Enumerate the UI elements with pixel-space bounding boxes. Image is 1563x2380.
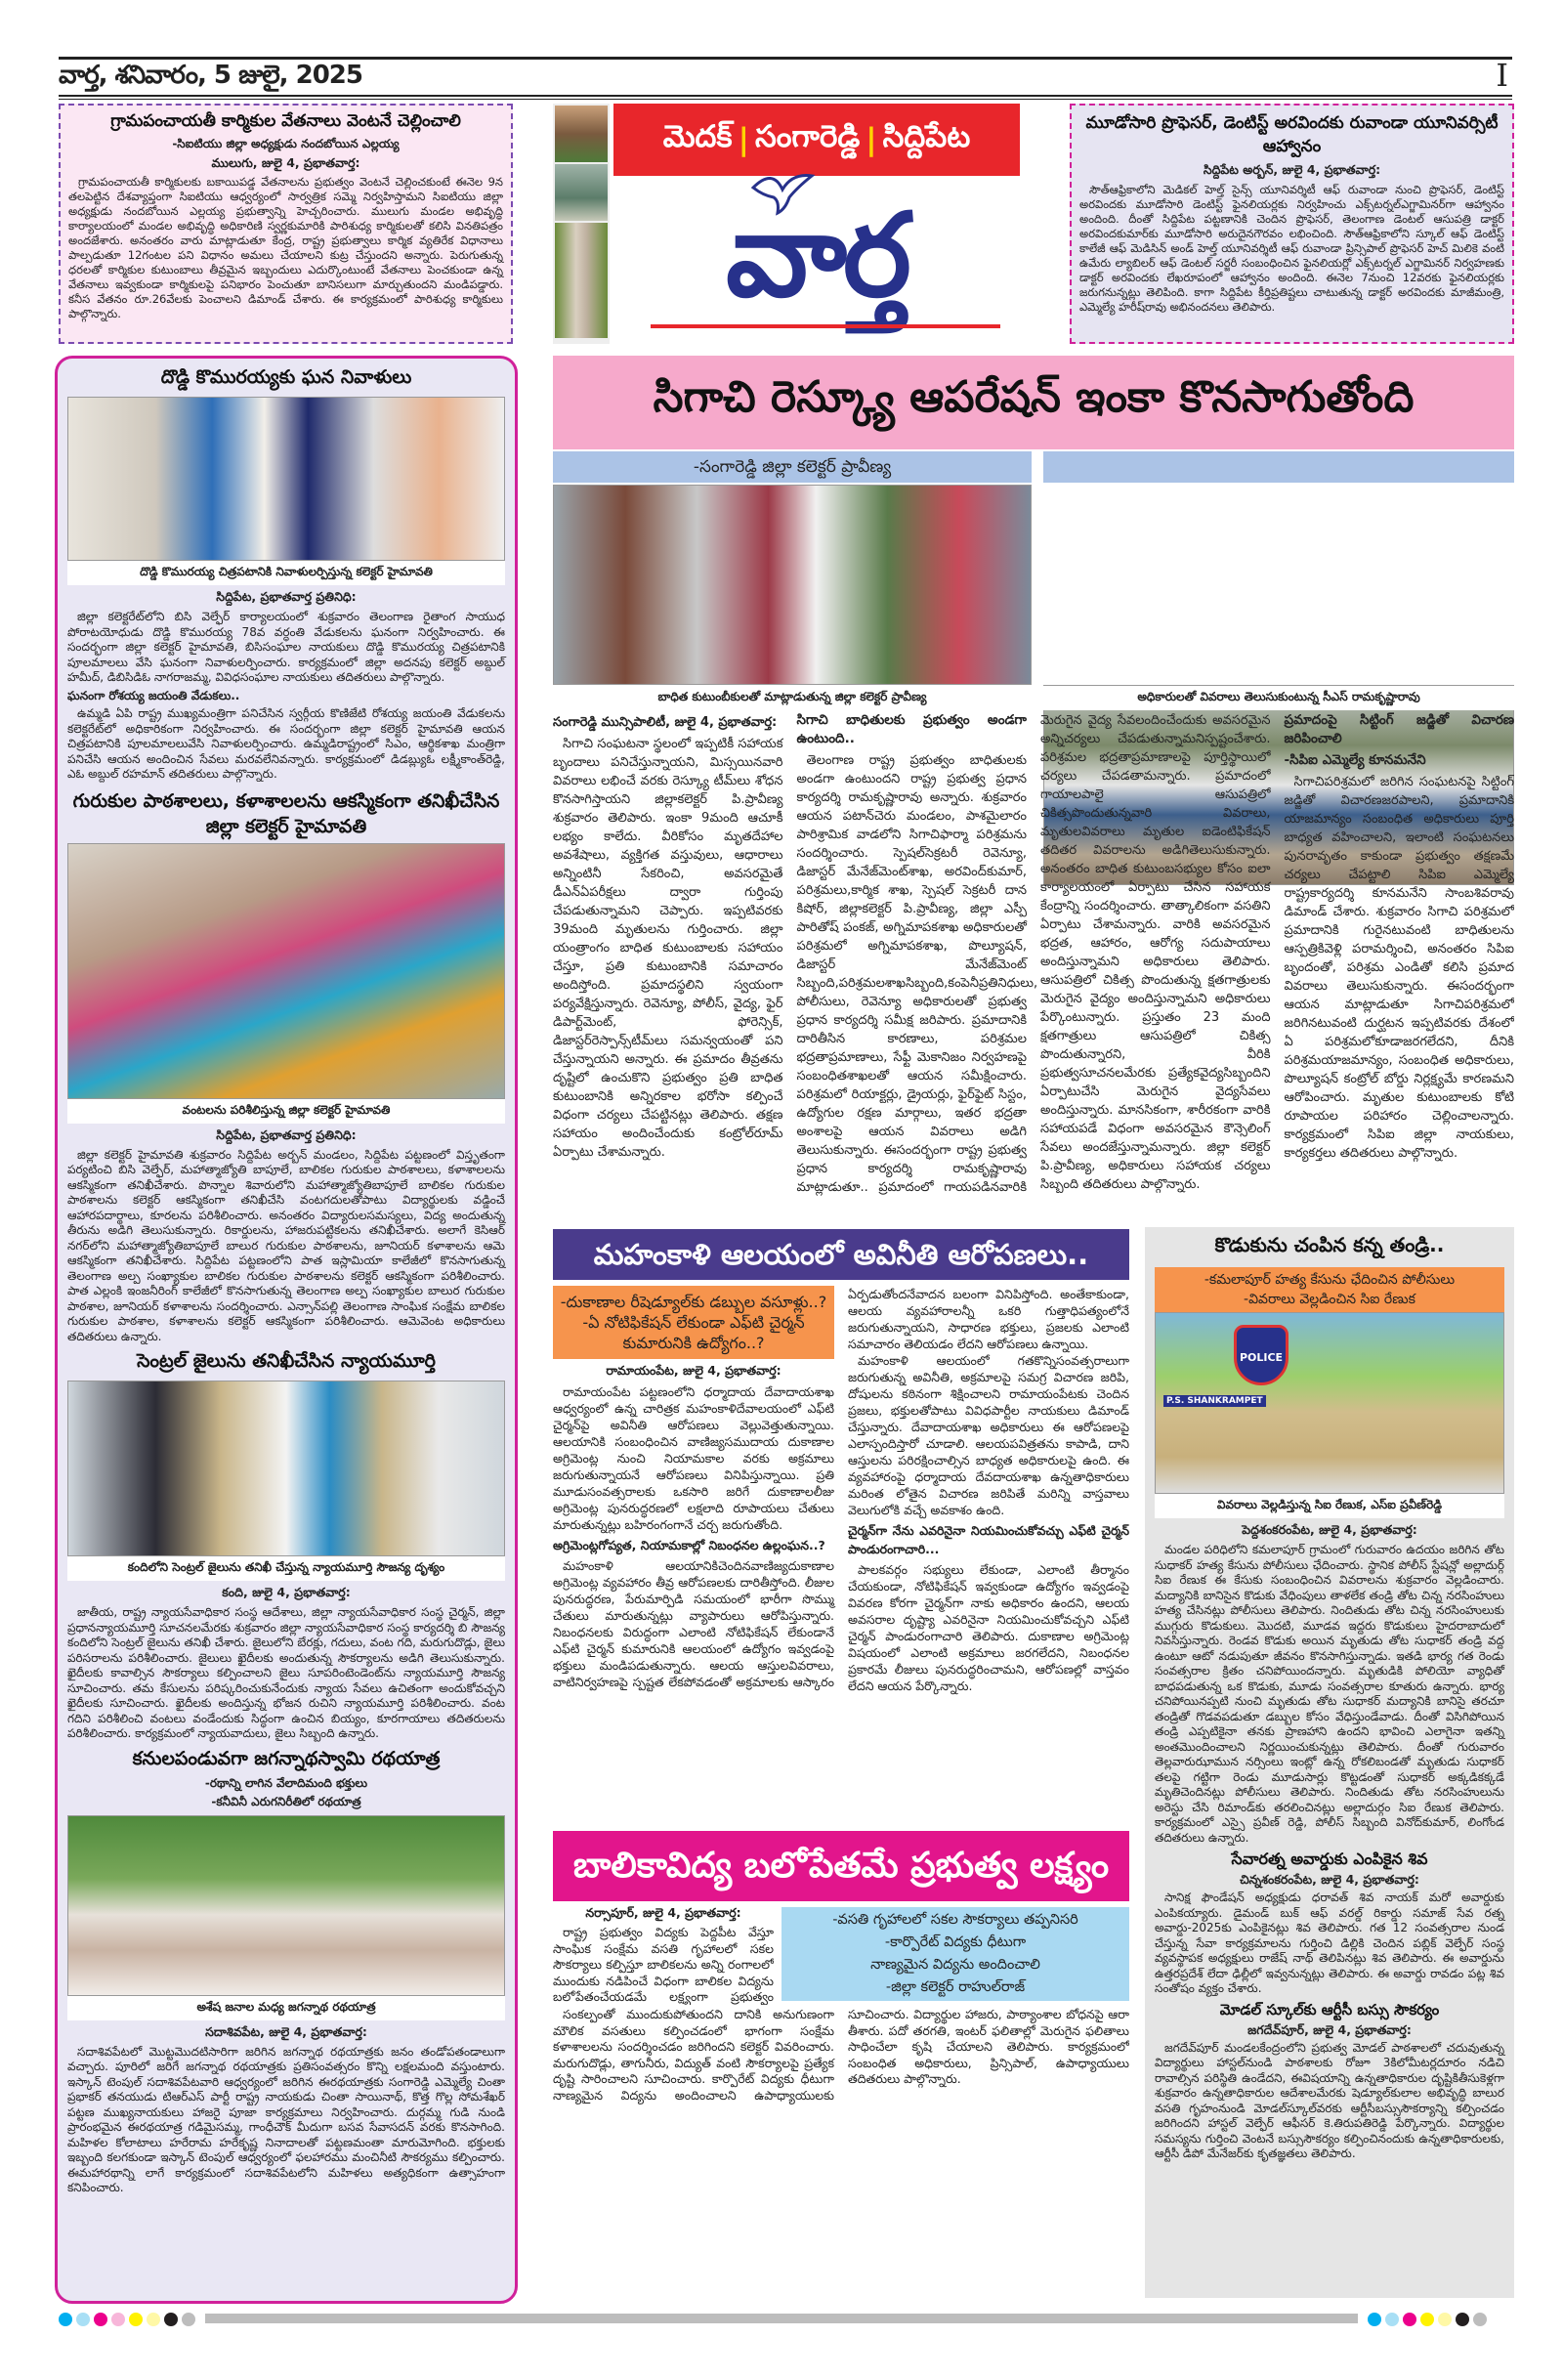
balika-body-intro xyxy=(553,1925,774,2005)
article-doddi-komuraiah xyxy=(67,366,505,783)
photo-tribute xyxy=(67,397,505,561)
reg-dot xyxy=(59,2313,72,2326)
fountain-photo xyxy=(555,164,608,221)
reg-dot xyxy=(1420,2313,1434,2326)
reg-dot xyxy=(94,2313,107,2326)
photo-caption: దొడ్డి కొమురయ్య చిత్రపటానికి నివాళులర్పిస్తున్న కలెక్టర్ హైమావతి xyxy=(67,561,505,585)
article-body-2: సంకల్పంతో ముందుకుపోతుందని దానికి అనుగుణంగా మౌలిక వసతులు కల్పించడంలో భాగంగా సంక్షేమ కళాశాలలను సందర్శించడం జరిగిందని కలెక్టర్ వివరించారు. మరుగుదొడ్లు, తాగునీరు, విద్యుత్ వంటి సౌకర్యాలపై ప్రత్యేక దృష్టి సారించాలని సూచించారు. కార్పొరేట్ విద్యకు ధీటుగా నాణ్యమైన విద్యను అందించాలని ఉపాధ్యాయులకు సూచించారు. విద్యార్థుల హాజరు, పాఠ్యాంశాల బోధనపై ఆరా తీశారు. పదో తరగతి, ఇంటర్ ఫలితాల్లో మెరుగైన ఫలితాలు సాధించేలా కృషి చేయాలని తెలిపారు. కార్యక్రమంలో సంబంధిత అధికారులు, ప్రిన్సిపాల్, ఉపాధ్యాయులు తదితరులు పాల్గొన్నారు. xyxy=(553,2007,1129,2103)
reg-dot xyxy=(1473,2313,1487,2326)
reg-dot xyxy=(147,2313,160,2326)
subheadline-2: -వివరాలు వెల్లడించిన సిఐ రేణుక xyxy=(1244,1292,1415,1307)
headline: గురుకుల పాఠశాలలు, కళాశాలలను ఆకస్మికంగా తనిఖీచేసిన జిల్లా కలెక్టర్ హైమావతి xyxy=(72,789,500,837)
headline: దొడ్డి కొమురయ్యకు ఘన నివాళులు xyxy=(160,366,412,388)
dateline: సిద్దిపేట అర్బన్, జులై 4, ప్రభాతవార్త: xyxy=(1203,162,1381,177)
mahankali-subheadlines xyxy=(553,1286,834,1359)
right-column-crime-news xyxy=(1145,1227,1514,2298)
edition-date: వార్త, శనివారం, 5 జులై, 2025 xyxy=(59,61,362,90)
header-rule xyxy=(59,95,1512,97)
article-central-jail xyxy=(67,1350,505,1742)
balika-article-body xyxy=(553,2007,1129,2296)
station-sign: P.S. SHANKRAMPET xyxy=(1163,1395,1266,1407)
article-body: రాష్ట్ర ప్రభుత్వం విద్యకు పెద్దపీట వేస్తూ సాంఘిక సంక్షేమ వసతి గృహాలలో సకల సౌకర్యాలు కల్పిస్తూ బాలికలను అన్ని రంగాలలో ముందుకు నడిపించే విధంగా బాలికల విద్యను బలోపేతంచేయడమే లక్ష్యంగా ప్రభుత్వం xyxy=(553,1925,774,2004)
subheadline-1: -కమలాపూర్ హత్య కేసును ఛేదించిన పోలీసులు xyxy=(1204,1272,1456,1288)
article-rathayatra xyxy=(67,1748,505,2196)
reg-dot xyxy=(1368,2313,1381,2326)
photo-caption: అశేష జనాల మధ్య జగన్నాథ రథయాత్ర xyxy=(67,1996,505,2020)
police-badge: POLICE xyxy=(1234,1325,1288,1385)
dateline: సిద్దిపేట, ప్రభాతవార్త ప్రతినిధి: xyxy=(216,1126,357,1142)
dateline-seva-ratna: చిన్నశంకరంపేట, జులై 4, ప్రభాతవార్త: xyxy=(1240,1872,1419,1887)
color-registration-right xyxy=(1368,2312,1491,2330)
subheadline-1: -వసతి గృహాలలో సకల సౌకర్యాలు తప్పనిసరి xyxy=(832,1912,1078,1928)
article-body-2: మహంకాళి ఆలయానికిచెందినవాణిజ్యదుకాణాల అగ్రిమెంట్ల వ్యవహారం తీవ్ర ఆరోపణలకు దారితీస్తోంది. లీజుల పునరుద్ధరణ, పేరుమార్పిడి సమయంలో భారీగా సొమ్ము చేతులు మారుతున్నట్లు వ్యాపారులు ఆరోపిస్తున్నారు. నిబంధనలకు విరుద్ధంగా ఎలాంటి నోటిఫికేషన్ లేకుండానే ఎఫ్‌టి చైర్మన్ కుమారునికి ఆలయంలో ఉద్యోగం ఇవ్వడంపై భక్తులు మండిపడుతున్నారు. ఆలయ ఆస్తులవివరాలు, వాటినిర్వహణపై స్పష్టత లేకపోవడంతో అక్రమాలకు ఆస్కారం ఏర్పడుతోందనేవాదన బలంగా వినిపిస్తోంది. అంతేకాకుండా, ఆలయ వ్యవహారాలన్నీ ఒకరి గుత్తాధిపత్యంలోనే జరుగుతున్నాయని, సాధారణ భక్తులు, ప్రజలకు ఎలాంటి సమాచారం తెలియడం లేదని ఆరోపణలు ఉన్నాయి. xyxy=(553,1287,1129,1689)
district-siddipet: సిద్దిపేట xyxy=(882,118,971,154)
dateline: సంగారెడ్డి మున్సిపాలిటీ, జులై 4, ప్రభాతవార్త: xyxy=(553,715,778,730)
article-grama-panchayati xyxy=(59,104,513,344)
photo-caption: వివరాలు వెల్లడిస్తున్న సిఐ రేణుక, ఎస్ఐ ప్రవీణ్‌రెడ్డి xyxy=(1155,1494,1504,1518)
mahankali-headline: మహంకాళి ఆలయంలో అవినీతి ఆరోపణలు.. xyxy=(553,1229,1129,1280)
headline-model-school-bus: మోడల్ స్కూల్‌కు ఆర్టీసీ బస్సు సౌకర్యం xyxy=(1219,2000,1440,2019)
registration-bar xyxy=(205,2314,1358,2323)
headline-seva-ratna: సేవారత్న అవార్డుకు ఎంపికైన శివ xyxy=(1231,1849,1428,1868)
dateline: పెద్దశంకరంపేట, జులై 4, ప్రభాతవార్త: xyxy=(1242,1522,1417,1537)
page-number: I xyxy=(1496,57,1508,94)
article-body-seva-ratna: సానిక్ష ఫౌండేషన్ అధ్యక్షుడు ధరావత్ శివ నాయక్ మరో అవార్డుకు ఎంపికయ్యారు. డైమండ్ బుక్ ఆఫ్ వరల్డ్ రికార్డు సమాజ్ సేవ రత్న అవార్డు-2025కు ఎంపికైనట్లు శివ తెలిపారు. గత 12 సంవత్సరాల నుండ చేస్తున్న సేవా కార్యక్రమాలను గుర్తించి డిల్లికి చెందిన పబ్లిక్ వెల్ఫేర్ సంస్థ వ్యవస్థాపక అధ్యక్షులు రాజేష్ నాథ్ తెలిపినట్లు శివ తెలిపారు. ఈ అవార్డును ఉత్తరప్రదేశ్ లేదా ఢిల్లీలో ఇవ్వనున్నట్లు తెలిపారు. ఈ అవార్డు రావడం పట్ల శివ సంతోషం వ్యక్తం చేశారు. xyxy=(1155,1891,1504,1995)
temple-photo xyxy=(555,106,608,162)
article-gurukula-inspection xyxy=(67,788,505,1345)
balika-subheadlines xyxy=(782,1907,1129,2001)
headline: కనులపండువగా జగన్నాథస్వామి రథయాత్ర xyxy=(132,1747,441,1769)
subheadline-2: -కనీవినీ ఎరుగనిరీతిలో రథయాత్ర xyxy=(211,1794,361,1808)
article-body-3: మహంకాళి ఆలయంలో గతకొన్నిసంవత్సరాలుగా జరుగుతున్న అవినీతి, అక్రమాలపై సమగ్ర విచారణ జరిపి, దోషులను కఠినంగా శిక్షించాలని రామాయంపేటకు చెందిన ప్రజలు, భక్తులతోపాటు వివిధపార్టీల నాయకులు డిమాండ్ చేస్తున్నారు. దేవాదాయశాఖ అధికారులు ఈ ఆరోపణలపై ఎలాస్పందిస్తారో చూడాలి. ఆలయపవిత్రతను కాపాడి, దాని ఆస్తులను పరిరక్షించాల్సిన బాధ్యత అధికారులపై ఉంది. ఈ వ్యవహారంపై ధర్మాదాయ దేవదాయశాఖ ఉన్నతాధికారులు మరింత లోతైన విచారణ జరిపితే మరిన్ని వాస్తవాలు వెలుగులోకి వచ్చే అవకాశం ఉంది. xyxy=(848,1353,1129,1517)
article-aravind-invitation xyxy=(1070,104,1514,344)
logo-underline xyxy=(651,324,1000,328)
mahankali-article xyxy=(553,1286,1129,1821)
balika-headline: బాలికావిద్య బలోపేతమే ప్రభుత్వ లక్ష్యం xyxy=(553,1831,1129,1901)
dateline: నర్సాపూర్, జులై 4, ప్రభాతవార్త: xyxy=(585,1905,741,1920)
inner-heading-2: చైర్మన్‌గా నేను ఎవరినైనా నియమించుకోవచ్చు ఎఫ్‌టి చైర్మన్ పాండురంగాచారి... xyxy=(848,1523,1129,1556)
photo-jail-visit xyxy=(67,1381,505,1556)
photo-kitchen-inspection xyxy=(67,843,505,1099)
lead-article-body xyxy=(553,711,1514,1221)
article-body: జిల్లా కలెక్టర్ హైమావతి శుక్రవారం సిద్దిపేట అర్బన్ మండలం, సిద్దిపేట పట్టణంలో విస్తృతంగా పర్యటించి బిసి వెల్ఫేర్, మహాత్మాజ్యోతి బాపూలే, బాలికల గురుకుల పాఠశాలలు, కళాశాలలను ఆకస్మికంగా తనిఖీచేశారు. పొన్నాల శివారులోని మహాత్మాజ్యోతిబాపూలే బాలికల గురుకుల పాఠశాలను కలెక్టర్ ఆకస్మికంగా తనిఖీచేసి వంటగదులతోపాటు విద్యార్థులకు వడ్డించే ఆహారపదార్థాలు, కూరలను పరిశీలించారు. అనంతరం విద్యారులసమస్యలు, విద్య అందుతున్న తీరును అడిగి తెలుసుకున్నారు. రికార్డులను, హాజరుపట్టికలను తనిఖీచేశారు. అలాగే కెసిఆర్ నగర్‌లోని మహాత్మాజ్యోతిబాపూలే బాలుర గురుకుల పాఠశాలను, జూనియర్ కళాశాలను ఆమె ఆకస్మికంగా తనిఖీచేశారు. సిద్దిపేట పట్టణంలోని పాత ఇస్లామియా కాలేజీలో కొనసాగుతున్న తెలంగాణ అల్ప సంఖ్యాకుల బాలికల గురుకుల పాఠశాలను కలెక్టర్ ఆకస్మికంగా పరిశీలించారు. పాత ఎల్లంకి ఇంజనీరింగ్ కాలేజీలో కొనసాగుతున్న తెలంగాణ అల్ప సంఖ్యాకుల బాలుర గురుకుల పాఠశాల, జూనియర్ కళాశాలను సందర్శించారు. ఎన్సాన్‌పల్లి తెలంగాణ సాంఘిక సంక్షేమ బాలికల గురుకుల పాఠశాల, కళాశాలను కలెక్టర్ ఆకస్మికంగా పరిశీలించారు. ఆమెవెంట అధికారులు తదితరులు ఉన్నారు. xyxy=(67,1147,505,1343)
subheadline-2: -ఏ నోటిఫికేషన్ లేకుండా ఎఫ్‌టి చైర్మన్ కుమారునికి ఉద్యోగం..? xyxy=(582,1313,805,1352)
subheadline: -సిఐటియు జిల్లా అధ్యక్షుడు నందబోయిన ఎల్లయ్య xyxy=(172,137,400,150)
headline: గ్రామపంచాయతీ కార్మికుల వేతనాలు వెంటనే చెల్లించాలి xyxy=(110,111,461,131)
article-body-model-school-bus: జగదేవ్‌పూర్ మండలకేంద్రంలోని ప్రభుత్వ మోడల్ పాఠశాలలో చదువుతున్న విద్యార్థులు హాస్టల్‌నుండి పాఠశాలకు రోజూ 3కిలోమీటర్లదూరం నడిచి రావాల్సిన పరిస్థితి ఉండేదని, ఈవిషయాన్ని ఉన్నతాధికారుల దృష్టికితీసుకెళ్లగా శుక్రవారం ఉన్నతాధికారుల ఆదేశాలమేరకు షెడ్యూల్‌కులాల అభివృద్ధి బాలుర వసతి గృహంనుండి మోడల్‌స్కూల్‌వరకు ఆర్టీసీబస్సుసౌకర్యాన్ని కల్పించడం జరిగిందని హాస్టల్ వెల్ఫేర్ ఆఫీసర్ కె.తిరుపతిరెడ్డి పేర్కొన్నారు. విద్యార్థుల సమస్యను గుర్తించి వెంటనే బస్సుసౌకర్యం కల్పించినందుకు ఉన్నతాధికారులకు, ఆర్టీసీ డిపో మేనేజర్‌కు కృతజ్ఞతలు తెలిపారు. xyxy=(1155,2040,1504,2160)
dateline: రామాయంపేట, జులై 4, ప్రభాతవార్త: xyxy=(606,1363,782,1378)
subheadline-3: నాణ్యమైన విద్యను అందించాలి xyxy=(870,1957,1040,1973)
inner-heading: సిగాచి బాధితులకు ప్రభుత్వం అండగా ఉంటుంది.. xyxy=(796,712,1027,746)
article-body: సిగాచి సంఘటనా స్థలంలో ఇప్పటికీ సహాయక బృందాలు పనిచేస్తున్నాయని, మిస్సయినవారి వివరాలు లభించే వరకు రెస్క్యూ టీమ్‌లు శోధన కొనసాగిస్తాయని జిల్లాకలెక్టర్ పి.ప్రావీణ్య శుక్రవారం తెలిపారు. ఇంకా 9మంది ఆచూకీ లభ్యం కాలేదు. వీరికోసం మృతదేహాల అవశేషాలు, వ్యక్తిగత వస్తువులు, ఆధారాలు అన్నింటినీ సేకరించి, అవసరమైతే డీఎన్ఏపరీక్షలు ద్వారా గుర్తింపు చేపడుతున్నామని చెప్పారు. ఇప్పటివరకు 39మంది మృతులను గుర్తించారు. జిల్లా యంత్రాంగం బాధిత కుటుంబాలకు సహాయం చేస్తూ, ప్రతి కుటుంబానికి సమాచారం అందిస్తోంది. ప్రమాదస్థలిని స్వయంగా పర్యవేక్షిస్తున్నారు. రెవెన్యూ, పోలీస్, వైద్య, ఫైర్ డిపార్ట్‌మెంట్, ఫోరెన్సిక్, డిజాస్టర్‌రెస్పాన్స్‌టీమ్‌లు సమన్వయంతో పని చేస్తున్నాయని అన్నారు. ఈ ప్రమాదం తీవ్రతను దృష్టిలో ఉంచుకొని ప్రభుత్వం ప్రతి బాధిత కుటుంబానికి అన్నిరకాల భరోసా కల్పించే విధంగా చర్యలు చేపట్టినట్లు తెలిపారు. తక్షణ సహాయం అందించేందుకు కంట్రోల్‌రూమ్ ఏర్పాటు చేశామన్నారు. xyxy=(553,737,783,1160)
photo-police-press xyxy=(1155,1312,1504,1494)
reg-dot xyxy=(129,2313,143,2326)
inner-heading: అగ్రిమెంట్లగోప్యత, నియామకాల్లో నిబంధనల ఉల్లంఘన..? xyxy=(553,1538,825,1552)
subheadline-4: -జిల్లా కలెక్టర్ రాహుల్‌రాజ్ xyxy=(885,1979,1026,1995)
headline: మూడోసారి ప్రొఫెసర్, డెంటిస్ట్ అరవిందకు రువాండా యూనివర్సిటీ ఆహ్వానం xyxy=(1085,113,1499,156)
inner-subheading-2: -సిపిఐ ఎమ్మెల్యే కూనమనేని xyxy=(1284,752,1426,768)
headline: సెంట్రల్ జైలును తనిఖీచేసిన న్యాయమూర్తి xyxy=(137,1350,436,1372)
photo-caption-1: బాధిత కుటుంబీకులతో మాట్లాడుతున్న జిల్లా కలెక్టర్ ప్రావీణ్య xyxy=(553,686,1032,710)
reg-dot xyxy=(1456,2313,1469,2326)
masthead xyxy=(553,104,1020,344)
reg-dot xyxy=(182,2313,195,2326)
headline: కొడుకును చంపిన కన్న తండ్రి.. xyxy=(1214,1233,1445,1256)
dateline: సిద్దిపేట, ప్రభాతవార్త ప్రతినిధి: xyxy=(216,589,357,604)
reg-dot xyxy=(1438,2313,1452,2326)
district-banner: మెదక్ | సంగారెడ్డి | సిద్దిపేట xyxy=(613,104,1020,176)
inner-heading-2: ప్రమాదంపై సిట్టింగ్ జడ్జితో విచారణ జరిపించాలి xyxy=(1284,712,1514,746)
subheadlines xyxy=(1155,1267,1504,1312)
photo-caption-2: అధికారులతో వివరాలు తెలుసుకుంటున్న సీఎస్ రామకృష్ణారావు xyxy=(1043,686,1514,710)
article-body-3: సిగాచిపరిశ్రమలో జరిగిన సంఘటనపై సిట్టింగ్ జడ్జితో విచారణజరపాలని, ప్రమాదానికి యాజమాన్యం సంబంధిత అధికారులు పూర్తి బాధ్యత వహించాలని, ఇలాంటి సంఘటనలు పునరావృతం కాకుండా ప్రభుత్వం తక్షణమే చర్యలు చేపట్టాలి సిపిఐ ఎమ్మెల్యే రాష్ట్రకార్యదర్శి కూనమనేని సాంబశివరావు డిమాండ్ చేశారు. శుక్రవారం సిగాచి పరిశ్రమలో ప్రమాదానికి గురైనటువంటి బాధితులను ఆస్పత్రికివెళ్లి పరామర్శించి, అనంతరం సిపిఐ బృందంతో, పరిశ్రమ ఎండితో కలిసి ప్రమాద వివరాలు తెలుసుకున్నారు. ఈసందర్భంగా ఆయన మాట్లాడుతూ సిగాచిపరిశ్రమలో జరిగినటువంటి దుర్ఘటన ఇప్పటివరకు దేశంలో ఏ పరిశ్రమలోకూడాజరగలేదని, దీనికి పరిశ్రమయాజమాన్యం, సంబంధిత అధికారులు, పొల్యూషన్ కంట్రోల్ బోర్డు నిర్లక్ష్యమే కారణమని ఆరోపించారు. మృతుల కుటుంబాలకు కోటి రూపాయల పరిహారం చెల్లించాలన్నారు. కార్యక్రమంలో సిపిఐ జిల్లా నాయకులు, కార్యకర్తలు తదితరులు పాల్గొన్నారు. xyxy=(1284,775,1514,1161)
photo-rathayatra-crowd xyxy=(67,1815,505,1996)
article-body: మండల పరిధిలోని కమలాపూర్ గ్రామంలో గురువారం ఉదయం జరిగిన తోట సుధాకర్ హత్య కేసును పోలీసులు ఛేదించారు. స్థానిక పోలీస్ స్టేషన్లో అల్లాదుర్గ్ సిఐ రేణుక ఈ కేసుకు సంబంధించిన వివరాలను శుక్రవారం వెల్లడించారు. మద్యానికి బానిసైన కొడుకు వేధింపులు తాళలేక తండ్రి తోట చిన్న నరసింహులు హత్య చేసినట్లు పోలీసులు తెలిపారు. నిందితుడు తోట చిన్న నరసింహులుకు ముగ్గురు కొడుకులు. మొదటి, మూడవ ఇద్దరు కొడుకులు హైదరాబాదులో నివసిస్తున్నారు. రెండవ కొడుకు అయిన మృతుడు తోట సుధాకర్ తండ్రి వద్ద ఉంటూ ఆటో నడుపుతూ జీవనం కొనసాగిస్తున్నాడు. ఇతడి భార్య గత రెండు సంవత్సరాల క్రితం చనిపోయిందన్నారు. మృతుడికి పోలియో వ్యాధితో బాధపడుతున్న ఒక కొడుకు, మూడు సంవత్సరాల కూతురు ఉన్నారు. భార్య చనిపోయినప్పటి నుంచి మృతుడు తోట సుధాకర్ మద్యానికి బానిసై తరచూ తండ్రితో గొడవపడుతూ డబ్బుల కోసం వేధిస్తుండేవాడు. దీంతో విసిగిపోయిన తండ్రి ఎప్పటికైనా తనకు ప్రాణహాని ఉందని భావించి ఎలాగైనా ఇతన్ని అంతమొందించాలని నిర్ణయించుకున్నట్లు తెలిపారు. దీంతో గురువారం తెల్లవారుఝామున నర్సింలు ఇంట్లో ఉన్న రోకలిబండతో మృతుడు సుధాకర్ తలపై గట్టిగా రెండు మూడుసార్లు కొట్టడంతో సుధాకర్ అక్కడికక్కడే మృతిచెందినట్లు పోలీసులు తెలిపారు. నిందితుడు తోట నరసింహులును అరెస్టు చేసి రిమాండ్‌కు తరలించినట్లు అల్లాదుర్గం సిఐ రేణుక తెలిపారు. కార్యక్రమంలో ఎస్సై ప్రవీణ్ రెడ్డి, పోలీస్ సిబ్బంది వినోద్‌కుమార్, లింగోండ తదితరులు ఉన్నారు. xyxy=(1155,1543,1504,1845)
article-body-2: ఉమ్మడి ఏపి రాష్ట్ర ముఖ్యమంత్రిగా పనిచేసిన స్వర్గీయ కొణిజేటి రోశయ్య జయంతి వేడుకలను కలెక్టరేట్‌లో అధికారికంగా నిర్వహించారు. ఈ సందర్భంగా జిల్లా కలెక్టర్ హైమావతి ఆయన చిత్రపటానికి పూలమాలలువేసి నివాళులర్పించారు. ఉమ్మడిరాష్ట్రంలో సిఎం, ఆర్థికశాఖ మంత్రిగా పనిచేసి ఆయన అందించిన సేవలు మరవలేనివన్నారు. కార్యక్రమంలో డిడబ్ల్యుఓ లక్ష్మీకాంత్‌రెడ్డి, ఎఓ అబ్దుల్ రహమాన్ తదితరులు పాల్గొన్నారు. xyxy=(67,706,505,781)
lead-subheadline: -సంగారెడ్డి జిల్లా కలెక్టర్ ప్రావీణ్య xyxy=(553,451,1032,483)
subheadline-1: -దుకాణాల రీషెడ్యూల్‌కు డబ్బుల వసూళ్లు..? xyxy=(560,1293,827,1311)
subheadline-1: -రథాన్ని లాగిన వేలాదిమంది భక్తులు xyxy=(204,1775,368,1790)
inner-heading: ఘనంగా రోశయ్య జయంతి వేడుకలు.. xyxy=(67,688,240,702)
lead-subheadline-band xyxy=(1043,451,1514,483)
dateline: ములుగు, జులై 4, ప్రభాతవార్త: xyxy=(211,155,360,170)
article-body: గ్రామపంచాయతీ కార్మికులకు బకాయిపడ్డ వేతనాలను ప్రభుత్వం వెంటనే చెల్లించకుంటే ఈనెల 9న తలపెట్టిన దేశవ్యాప్తంగా సిఐటియు ఆధ్వర్యంలో సార్వత్రిక సమ్మె నిర్వహిస్తామని సిఐటియు జిల్లా అధ్యక్షుడు నందబోయిన ఎల్లయ్య ప్రభుత్వాన్ని హెచ్చరించారు. ములుగు మండల అభివృద్ధి కార్యాలయంలో మండల అభివృద్ధి అధికారిణి స్వర్ణకుమారికి పారిశుధ్య కార్మికులతో కలిసి వినతిపత్రం అందజేశారు. అనంతరం వారు మాట్లాడుతూ కేంద్ర, రాష్ట్ర ప్రభుత్వాలు కార్మిక వ్యతిరేక విధానాలు పాల్పడుతూ 12గంటల పని విధానం అమలు చేయాలని కుట్ర చేస్తుందని అన్నారు. పెరుగుతున్న ధరలతో కార్మికుల కుటుంబాలు తీవ్రమైన ఇబ్బందులు ఎదుర్కొంటుంటే వేతనాలు పెంచకుండా ఉన్న వేతనాలు ఇవ్వకుండా కార్మికులపై పనిభారం పెంచుతూ బానిసలుగా మార్చుతుందని మండిపడ్డారు. కనీస వేతనం రూ.26వేలకు పెంచాలని డిమాండ్ చేశారు. ఈ కార్యక్రమంలో పారిశుధ్య కార్మికులు పాల్గొన్నారు. xyxy=(68,175,503,320)
lead-headline: సిగాచి రెస్క్యూ ఆపరేషన్ ఇంకా కొనసాగుతోంది xyxy=(553,356,1514,449)
dateline: సదాశివపేట, జులై 4, ప్రభాతవార్త: xyxy=(205,2023,367,2039)
masthead-photo-strip xyxy=(553,104,610,344)
dateline-model-school-bus: జగదేవ్‌పూర్, జులై 4, ప్రభాతవార్త: xyxy=(1247,2021,1412,2037)
article-body: జాతీయ, రాష్ట్ర న్యాయసేవాధికార సంస్థ ఆదేశాలు, జిల్లా న్యాయసేవాధికార సంస్థ చైర్మన్, జిల్లా ప్రధానన్యాయమూర్తి సూచనలమేరకు శుక్రవారం జిల్లా న్యాయసేవాధికార సంస్థ కార్యదర్శి బి సౌజన్య కందిలోని సెంట్రల్ జైలును తనిఖీ చేశారు. జైలులోని బేరక్లు, గదులు, వంట గది, మరుగుదొడ్లు, జైలు పరిసరాలను పరిశీలించారు. జైలులు ఖైదీలకు అందుతున్న సౌకర్యాలను అడిగి తెలుసుకున్నారు. ఖైదీలకు కావాల్సిన సౌకర్యాలు కల్పించాలని జైలు సూపరింటెండెంట్‌ను న్యాయమూర్తి సౌజన్య సూచించారు. తమ కేసులను పరిష్కరించుకునేందుకు న్యాయ సేవలు ఉచితంగా అందుకోవచ్చని ఖైదీలకు సూచించారు. ఖైదీలకు అందిస్తున్న భోజన రుచిని న్యాయమూర్తి పరిశీలించారు. వంట గదిని పరిశీలించి వంటలు వండేందుకు సిద్ధంగా ఉంచిన బియ్యం, కూరగాయాలు తదితరులను పరిశీలించారు. కార్యక్రమంలో న్యాయవాదులు, జైలు సిబ్బంది ఉన్నారు. xyxy=(67,1605,505,1740)
reg-dot xyxy=(164,2313,178,2326)
church-photo xyxy=(555,223,608,338)
dateline: కంది, జులై 4, ప్రభాతవార్త: xyxy=(222,1585,351,1599)
photo-caption: కందిలోని సెంట్రల్ జైలును తనిఖీ చేస్తున్న న్యాయమూర్తి సౌజన్య దృశ్యం xyxy=(67,1556,505,1581)
article-body: సౌత్ఆఫ్రికాలోని మెడికల్ హెల్త్ సైన్స్ యూనివర్శిటీ ఆఫ్ రువాండా నుంచి ప్రొఫెసర్, డెంటిస్ట్ అరవిందకు మూడోసారి డెంటిస్ట్ ఫైనలియర్లకు నిర్వహించు ఎక్స్‌టర్నల్ఎగ్జామినర్‌గా ఆహ్వానం అందింది. దీంతో సిద్దిపేట పట్టణానికి చెందిన ప్రొఫెసర్, తెలంగాణ డెంటల్ ఆసుపత్రి డాక్టర్ అరవిందకుమార్‌కు మూడోసారి అరుదైనగౌరవం లభించింది. సౌత్ఆఫ్రికాలోని స్కూల్ ఆఫ్ డెంటిస్ట్ కాలేజీ ఆఫ్ మెడిసిన్ అండ్ హెల్త్ యూనివర్శిటీ ఆఫ్ రువాండా ప్రిన్సిపాల్ ప్రొఫెసర్ హెచ్‌ మిలికె వంటి ఉమేరు ల్యాబిలర్ ఆఫ్ డెంటల్ సర్జరీ సంబంధించిన ఫైనలియర్లో ఎక్స్‌టర్నల్ ఎగ్జామినర్ నిర్వహణకు డాక్టర్ అరవిందకు లేఖరూపంలో ఆహ్వానం అందింది. ఈనెల 7నుంచి 12వరకు ఫైనలియర్లకు జరుగనున్నట్లు తెలిపింది. కాగా సిద్దిపేట కీర్తిప్రతిష్టలు చాటుతున్న డాక్టర్ అరవిందకు మాజీమంత్రి, ఎమ్మెల్యే హరీష్‌రావు అభినందనలు తెలిపారు. xyxy=(1079,183,1504,314)
reg-dot xyxy=(111,2313,125,2326)
article-body: సదాశివపేటలో మొట్టమొదటిసారిగా జరిగిన జగన్నాథ రథయాత్రకు జనం తండోపతండాలుగా వచ్చారు. పూరిలో జరిగే జగన్నాథ రథయాత్రకు ప్రతిసంవత్సరం కొన్ని లక్షలమంది వస్తుంటారు. ఇస్కాన్ టెంపుల్ సదాశివపేటవారి ఆధ్వర్యంలో జరిగిన ఈరథయాత్రకు సంగారెడ్డి ఎమ్మెల్యే చింతా ప్రభాకర్ తనయుడు టిఆర్ఎస్ పార్టీ రాష్ట్ర నాయకుడు చింతా సాయినాథ్, కొత్త గొల్ల సోమశేఖర్ పట్టణ ముఖ్యనాయకులు హాజరై పూజా కార్యక్రమాలు నిర్వహించారు. దుర్గమ్మ గుడి నుండి ప్రారంభమైన ఈరథయాత్ర గడిమైసమ్మ, గాంధీచౌక్ మీదుగా బసవ సేవాసదన్ వరకు కొనసాగింది. మహిళల కోలాటాలు హరేరామ హరేకృష్ణ నినాదాలతో పట్టణమంతా మారుమోగింది. భక్తులకు ఇబ్బంది కలగకుండా ఇస్కాన్ టెంపుల్ ఆధ్వర్యంలో ఫలహారము మంచినీటి సౌకర్యము కల్పించారు. ఈమహారథాన్ని లాగే కార్యక్రమంలో సదాశివపేటలోని మహిళలు అత్యధికంగా ఉత్సాహంగా కనిపించారు. xyxy=(67,2044,505,2194)
article-body-2: తెలంగాణ రాష్ట్ర ప్రభుత్వం బాధితులకు అండగా ఉంటుందని రాష్ట్ర ప్రభుత్వ ప్రధాన కార్యదర్శి రామకృష్ణారావు అన్నారు. శుక్రవారం ఆయన పటాన్‌చెరు మండలం, పాశమైలారం పారిశ్రామిక వాడలోని సిగాచిఫార్మా పరిశ్రమను సందర్శించారు. స్పెషల్‌సెక్రటరీ రెవెన్యూ, డిజాస్టర్ మేనేజ్‌మెంట్‌శాఖ, అరవింద్‌కుమార్, పరిశ్రమలు,కార్మిక శాఖ, స్పెషల్ సెక్రటరీ దాన కిషోర్, జిల్లాకలెక్టర్ పి.ప్రావీణ్య, జిల్లా ఎస్పీ పారితోష్ పంకజ్, అగ్నిమాపకశాఖ అధికారులతో పరిశ్రమలో అగ్నిమాపకశాఖ, పొల్యూషన్, డిజాస్టర్ మేనేజ్‌మెంట్ సిబ్బంది,పరిశ్రమలశాఖసిబ్బంది,కంపెనీప్రతినిధులు, పోలీసులు, రెవెన్యూ అధికారులతో ప్రభుత్వ ప్రధాన కార్యదర్శి సమీక్ష జరిపారు. ప్రమాదానికి దారితీసిన కారణాలు, పరిశ్రమల భద్రతాప్రమాణాలు, సేఫ్టీ మెకానిజం నిర్వహణపై సంబంధితశాఖలతో ఆయన సమీక్షించారు. పరిశ్రమలో రియాక్టర్లు, డ్రైయర్లు, ఫైర్‌ఫైట్ సిస్టం, ఉద్యోగుల రక్షణ మార్గాలు, ఇతర భద్రతా అంశాలపై ఆయన వివరాలు అడిగి తెలుసుకున్నారు. ఈసందర్భంగా రాష్ట్ర ప్రభుత్వ ప్రధాన కార్యదర్శి రామకృష్ణారావు మాట్లాడుతూ.. ప్రమాదంలో గాయపడినవారికి మెరుగైన వైద్య సేవలందించేందుకు అవసరమైన అన్నిచర్యలు చేపడుతున్నామనిస్పష్టంచేశారు. పరిశ్రమల భద్రతాప్రమాణాలపై పూర్తిస్థాయిలో చర్యలు చేపడతామన్నారు. ప్రమాదంలో గాయాలపాలై ఆసుపత్రిలో చికిత్సపొందుతున్నవారి వివరాలు, మృతులవివరాలు మృతుల ఐడెంటిఫికేషన్ తదితర వివరాలను అడిగితెలుసుకున్నారు. అనంతరం బాధిత కుటుంబసభ్యుల కోసం ఐలా కార్యాలయంలో ఏర్పాటు చేసిన సహాయక కేంద్రాన్ని సందర్శించారు. తాత్కాలికంగా వసతిని ఏర్పాటు చేశామన్నారు. వారికి అవసరమైన భద్రత, ఆహారం, ఆరోగ్య సదుపాయాలు అందిస్తున్నామని అధికారులు తెలిపారు. ఆసుపత్రిలో చికిత్స పొందుతున్న క్షతగాత్రులకు మెరుగైన వైద్యం అందిస్తున్నామని అధికారులు పేర్కొంటున్నారు. ప్రస్తుతం 23 మంది క్షతగాత్రులు ఆసుపత్రిలో చికిత్స పొందుతున్నారని, వీరికి ప్రభుత్వసూచనలమేరకు ప్రత్యేకవైద్యసిబ్బందిని ఏర్పాటుచేసి మెరుగైన వైద్యసేవలు అందిస్తున్నారు. మానసికంగా, శారీరకంగా వారికి సహాయపడే విధంగా అవసరమైన కౌన్సెలింగ్ సేవలు అందజేస్తున్నామన్నారు. జిల్లా కలెక్టర్ పి.ప్రావీణ్య, అధికారులు సహాయక చర్యలు సిబ్బంది తదితరులు పాల్గొన్నారు. xyxy=(796,713,1271,1195)
reg-dot xyxy=(1403,2313,1416,2326)
article-body: జిల్లా కలెక్టరేట్‌లోని బిసి వెల్ఫేర్ కార్యాలయంలో శుక్రవారం తెలంగాణ రైతాంగ సాయుధ పోరాటయోధుడు దొడ్డి కొమురయ్య 78వ వర్ధంతి వేడుకలను ఘనంగా నిర్వహించారు. ఈ సందర్భంగా జిల్లా కలెక్టర్ హైమావతి, బిసిసంఘాల నాయకులు దొడ్డి కొమురయ్య చిత్రపటానికి పూలమాలలు వేసి ఘనంగా నివాళులర్పించారు. కార్యక్రమంలో జిల్లా అదనపు కలెక్టర్ అబ్దుల్ హమీద్, డిబిసిడిఓ నాగరాజమ్మ, వివిధసంఘాల నాయకులు తదితరులు పాల్గొన్నారు. xyxy=(67,610,505,684)
article-body: రామాయంపేట పట్టణంలోని ధర్మాదాయ దేవాదాయశాఖ ఆధ్వర్యంలో ఉన్న చారిత్రక మహంకాళిదేవాలయంలో ఎఫ్‌టి చైర్మన్‌పై అవినీతి ఆరోపణలు వెల్లువెత్తుతున్నాయి. ఆలయానికి సంబంధించిన వాణిజ్యసముదాయ దుకాణాల అగ్రిమెంట్ల నుంచి నియామకాల వరకు అక్రమాలు జరుగుతున్నాయనే ఆరోపణలు వినిపిస్తున్నాయి. ప్రతి మూడుసంవత్సరాలకు ఒకసారి జరిగే దుకాణాలలీజు అగ్రిమెంట్ల పునరుద్ధరణలో లక్షలాది రూపాయలు చేతులు మారుతున్నట్లు బహిరంగంగానే చర్చ జరుగుతోంది. xyxy=(553,1384,834,1532)
logo-vaartha: వార్త xyxy=(726,188,908,322)
header-top-rule xyxy=(59,57,1512,60)
photo-collector-families xyxy=(553,485,1032,685)
district-sangareddy: సంగారెడ్డి xyxy=(754,118,861,154)
article-body-4: పాలకవర్గం సభ్యులు లేకుండా, ఎలాంటి తీర్మానం చేయకుండా, నోటిఫికేషన్ ఇవ్వకుండా ఉద్యోగం ఇవ్వడంపై వివరణ కోరగా చైర్మన్‌గా నాకు అధికారం ఉందని, ఆలయ అవసరాల దృష్ట్యా ఎవరినైనా నియమించుకోవచ్చని ఎఫ్‌టి చైర్మన్ పాండురంగాచారి తెలిపారు. దుకాణాల అగ్రిమెంట్ల విషయంలో ఎలాంటి అక్రమాలు జరగలేదని, నిబంధనల ప్రకారమే లీజులు పునరుద్ధరించామని, ఆరోపణల్లో వాస్తవం లేదని ఆయన పేర్కొన్నారు. xyxy=(848,1562,1129,1693)
photo-caption: వంటలను పరిశీలిస్తున్న జిల్లా కలెక్టర్ హైమావతి xyxy=(67,1099,505,1124)
reg-dot xyxy=(1385,2313,1399,2326)
header-rule-thin xyxy=(59,99,1512,100)
left-column-district-news xyxy=(55,356,518,2304)
reg-dot xyxy=(76,2313,90,2326)
district-medak: మెదక్ xyxy=(662,118,733,154)
color-registration-left xyxy=(59,2312,199,2330)
subheadline-2: -కార్పొరేట్ విద్యకు ధీటుగా xyxy=(884,1934,1027,1950)
